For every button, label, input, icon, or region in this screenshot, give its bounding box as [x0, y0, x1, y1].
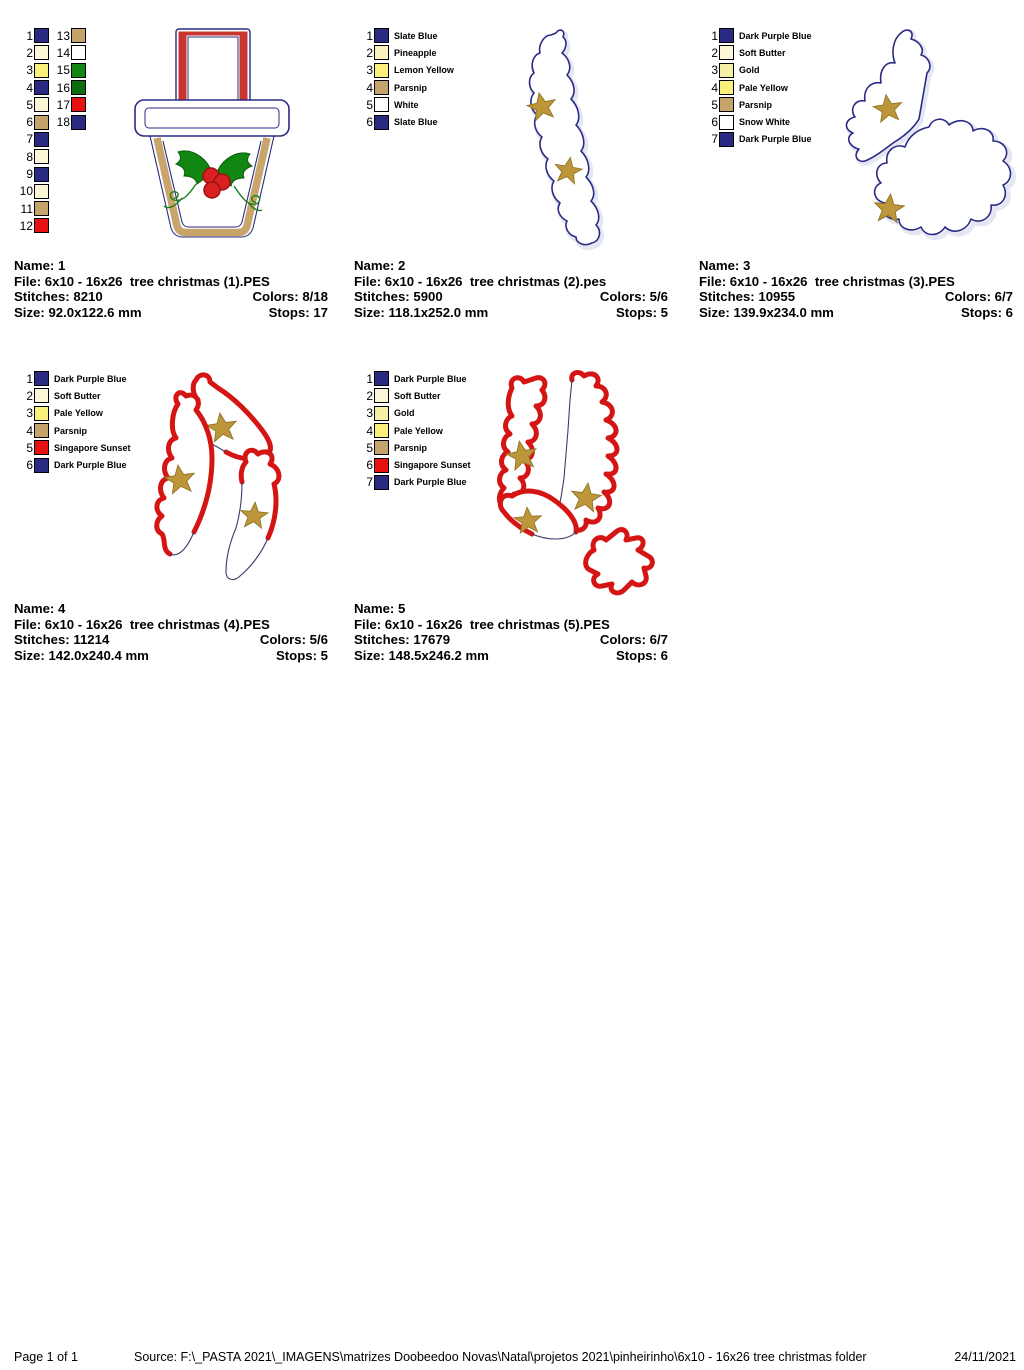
thread-color-entry [354, 456, 471, 473]
color-swatch [34, 132, 49, 147]
thread-color-entry [354, 44, 454, 61]
thread-color-entry [51, 113, 86, 130]
stop-count: Stops: 5 [275, 647, 328, 663]
stop-count: Stops: 6 [615, 647, 668, 663]
color-swatch [34, 406, 49, 421]
color-swatch [71, 45, 86, 60]
thread-number: 3 [26, 63, 33, 78]
thread-number: 5 [711, 97, 718, 112]
thread-color-name: Dark Purple Blue [54, 373, 127, 384]
thread-color-name: Dark Purple Blue [394, 373, 467, 384]
color-swatch [719, 28, 734, 43]
color-count: Colors: 6/7 [599, 632, 668, 648]
thread-number: 5 [366, 440, 373, 455]
stop-count: Stops: 17 [268, 304, 328, 320]
color-count: Colors: 6/7 [944, 289, 1013, 305]
design-info [14, 601, 328, 663]
color-swatch [374, 388, 389, 403]
thread-color-entry [51, 62, 86, 79]
thread-number: 4 [26, 80, 33, 95]
thread-number: 1 [366, 28, 373, 43]
color-swatch [34, 80, 49, 95]
thread-number: 11 [20, 201, 33, 216]
thread-color-list [14, 370, 131, 474]
thread-color-entry [14, 96, 49, 113]
page-footer [14, 1350, 1016, 1364]
color-swatch [71, 115, 86, 130]
thread-number: 9 [26, 167, 33, 182]
thread-color-entry [354, 113, 454, 130]
thread-color-entry [14, 62, 49, 79]
color-swatch [719, 132, 734, 147]
thread-color-entry [699, 96, 812, 113]
design-preview-red-three-pieces [134, 370, 336, 596]
thread-number: 1 [711, 28, 718, 43]
thread-number: 7 [26, 132, 33, 147]
color-swatch [34, 423, 49, 438]
thread-color-name: Soft Butter [54, 390, 101, 401]
thread-color-name: Parsnip [394, 442, 428, 453]
thread-color-name: Parsnip [394, 82, 428, 93]
thread-number: 2 [366, 45, 373, 60]
design-card-1 [14, 25, 330, 357]
design-name: Name: 1 [14, 258, 66, 273]
thread-number: 4 [366, 80, 373, 95]
design-info [699, 258, 1013, 320]
thread-color-name: Slate Blue [394, 30, 438, 41]
design-file: File: 6x10 - 16x26 tree christmas (3).PES [699, 273, 955, 289]
color-swatch [34, 440, 49, 455]
color-swatch [71, 63, 86, 78]
color-swatch [374, 371, 389, 386]
color-swatch [34, 63, 49, 78]
color-swatch [71, 80, 86, 95]
thread-number: 12 [19, 218, 33, 233]
color-swatch [34, 201, 49, 216]
thread-number: 2 [26, 45, 33, 60]
thread-number: 2 [26, 388, 33, 403]
color-swatch [34, 149, 49, 164]
thread-color-entry [14, 200, 49, 217]
thread-color-entry [51, 96, 86, 113]
design-size: Size: 148.5x246.2 mm [354, 647, 489, 663]
stitch-count: Stitches: 8210 [14, 289, 103, 305]
thread-color-list [699, 27, 812, 148]
page-number: Page 1 of 1 [14, 1350, 78, 1364]
thread-number: 16 [56, 80, 70, 95]
thread-color-list [14, 27, 86, 235]
thread-color-name: White [394, 99, 419, 110]
stitch-count: Stitches: 17679 [354, 632, 451, 648]
thread-color-name: Singapore Sunset [394, 460, 471, 471]
thread-color-name: Parsnip [54, 425, 88, 436]
design-preview-pot-holly [130, 26, 330, 250]
thread-color-entry [14, 439, 131, 456]
thread-color-entry [354, 405, 471, 422]
design-name: Name: 3 [699, 258, 751, 273]
thread-number: 17 [56, 97, 70, 112]
thread-number: 1 [26, 371, 33, 386]
thread-color-entry [14, 405, 131, 422]
thread-number: 4 [26, 423, 33, 438]
design-preview-tree-half [478, 25, 644, 253]
design-card-3 [699, 25, 1015, 357]
thread-color-name: Pale Yellow [394, 425, 443, 436]
thread-number: 3 [711, 63, 718, 78]
thread-color-name: Slate Blue [394, 117, 438, 128]
design-name: Name: 4 [14, 601, 66, 616]
color-swatch [34, 458, 49, 473]
color-swatch [374, 80, 389, 95]
thread-color-entry [354, 96, 454, 113]
thread-color-name: Soft Butter [394, 390, 441, 401]
color-swatch [374, 63, 389, 78]
design-file: File: 6x10 - 16x26 tree christmas (1).PES [14, 273, 270, 289]
thread-color-name: Snow White [739, 117, 790, 128]
design-size: Size: 142.0x240.4 mm [14, 647, 149, 663]
thread-color-name: Gold [394, 408, 415, 419]
color-swatch [34, 371, 49, 386]
color-swatch [374, 440, 389, 455]
thread-number: 6 [26, 458, 33, 473]
thread-color-entry [14, 113, 49, 130]
color-swatch [34, 45, 49, 60]
thread-number: 2 [711, 45, 718, 60]
thread-color-entry [354, 62, 454, 79]
stitch-count: Stitches: 10955 [699, 289, 796, 305]
design-card-5 [354, 368, 670, 700]
color-swatch [374, 406, 389, 421]
design-size: Size: 118.1x252.0 mm [354, 304, 489, 320]
stitch-count: Stitches: 5900 [354, 289, 443, 305]
thread-color-entry [699, 27, 812, 44]
color-swatch [34, 388, 49, 403]
color-swatch [34, 28, 49, 43]
design-card-2 [354, 25, 670, 357]
color-swatch [374, 423, 389, 438]
design-file: File: 6x10 - 16x26 tree christmas (5).PES [354, 616, 610, 632]
thread-color-name: Pale Yellow [54, 408, 103, 419]
thread-color-entry [14, 456, 131, 473]
thread-number: 7 [366, 475, 373, 490]
design-name: Name: 5 [354, 601, 406, 616]
design-info [354, 601, 668, 663]
color-swatch [374, 97, 389, 112]
color-swatch [71, 28, 86, 43]
print-date: 24/11/2021 [954, 1350, 1016, 1364]
design-name: Name: 2 [354, 258, 406, 273]
color-swatch [34, 218, 49, 233]
thread-color-entry [51, 44, 86, 61]
stitch-count: Stitches: 11214 [14, 632, 110, 648]
thread-number: 18 [56, 115, 70, 130]
thread-color-entry [354, 439, 471, 456]
color-swatch [34, 97, 49, 112]
design-preview-red-four-pieces [474, 370, 676, 596]
thread-color-entry [51, 79, 86, 96]
thread-color-entry [14, 370, 131, 387]
thread-number: 13 [56, 28, 70, 43]
thread-color-name: Gold [739, 65, 760, 76]
color-swatch [719, 115, 734, 130]
design-info [14, 258, 328, 320]
stop-count: Stops: 6 [960, 304, 1013, 320]
thread-color-name: Pale Yellow [739, 82, 788, 93]
thread-color-name: Dark Purple Blue [394, 477, 467, 488]
thread-number: 4 [711, 80, 718, 95]
color-swatch [374, 45, 389, 60]
thread-number: 5 [26, 97, 33, 112]
thread-number: 5 [366, 97, 373, 112]
thread-color-name: Dark Purple Blue [54, 460, 127, 471]
thread-color-name: Soft Butter [739, 47, 786, 58]
thread-color-list [354, 27, 454, 131]
thread-color-entry [354, 370, 471, 387]
design-file: File: 6x10 - 16x26 tree christmas (2).pes [354, 273, 607, 289]
thread-color-entry [354, 422, 471, 439]
thread-color-entry [354, 474, 471, 491]
thread-number: 10 [19, 184, 33, 199]
thread-number: 1 [26, 28, 33, 43]
thread-number: 6 [366, 458, 373, 473]
thread-color-entry [14, 27, 49, 44]
color-swatch [719, 97, 734, 112]
thread-color-entry [699, 44, 812, 61]
thread-number: 4 [366, 423, 373, 438]
color-count: Colors: 5/6 [599, 289, 668, 305]
color-swatch [34, 184, 49, 199]
thread-color-name: Singapore Sunset [54, 442, 131, 453]
thread-number: 15 [56, 63, 70, 78]
color-swatch [374, 475, 389, 490]
stop-count: Stops: 5 [615, 304, 668, 320]
thread-number: 6 [366, 115, 373, 130]
thread-color-entry [14, 148, 49, 165]
color-swatch [34, 115, 49, 130]
thread-color-entry [699, 113, 812, 130]
color-count: Colors: 5/6 [259, 632, 328, 648]
color-swatch [374, 28, 389, 43]
thread-color-entry [354, 387, 471, 404]
source-path: Source: F:\_PASTA 2021\_IMAGENS\matrizes Doobeedoo Novas\Natal\projetos 2021\pinheirinho\6x10 - 16x26 tree christmas folder [134, 1350, 867, 1364]
thread-color-name: Dark Purple Blue [739, 30, 812, 41]
color-swatch [374, 115, 389, 130]
thread-color-entry [354, 79, 454, 96]
thread-color-name: Dark Purple Blue [739, 134, 812, 145]
thread-color-list [354, 370, 471, 491]
thread-color-entry [14, 79, 49, 96]
thread-color-entry [14, 131, 49, 148]
color-swatch [34, 167, 49, 182]
thread-number: 8 [26, 149, 33, 164]
design-preview-two-pieces [831, 25, 1017, 253]
thread-color-name: Lemon Yellow [394, 65, 454, 76]
thread-number: 1 [366, 371, 373, 386]
thread-color-entry [699, 79, 812, 96]
design-size: Size: 139.9x234.0 mm [699, 304, 834, 320]
thread-color-entry [51, 27, 86, 44]
thread-color-entry [14, 165, 49, 182]
design-size: Size: 92.0x122.6 mm [14, 304, 142, 320]
thread-color-name: Parsnip [739, 99, 773, 110]
thread-color-entry [14, 217, 49, 234]
thread-number: 3 [366, 406, 373, 421]
thread-color-entry [699, 131, 812, 148]
thread-number: 6 [26, 115, 33, 130]
thread-number: 6 [711, 115, 718, 130]
thread-color-entry [14, 44, 49, 61]
thread-color-entry [699, 62, 812, 79]
thread-color-name: Pineapple [394, 47, 437, 58]
design-card-4 [14, 368, 330, 700]
color-swatch [374, 458, 389, 473]
thread-number: 2 [366, 388, 373, 403]
color-swatch [71, 97, 86, 112]
color-count: Colors: 8/18 [252, 289, 328, 305]
thread-number: 3 [366, 63, 373, 78]
color-swatch [719, 63, 734, 78]
design-file: File: 6x10 - 16x26 tree christmas (4).PES [14, 616, 270, 632]
thread-color-entry [354, 27, 454, 44]
design-info [354, 258, 668, 320]
thread-number: 5 [26, 440, 33, 455]
thread-color-entry [14, 387, 131, 404]
color-swatch [719, 80, 734, 95]
thread-number: 3 [26, 406, 33, 421]
color-swatch [719, 45, 734, 60]
thread-color-entry [14, 422, 131, 439]
thread-number: 14 [56, 45, 70, 60]
thread-number: 7 [711, 132, 718, 147]
thread-color-entry [14, 183, 49, 200]
